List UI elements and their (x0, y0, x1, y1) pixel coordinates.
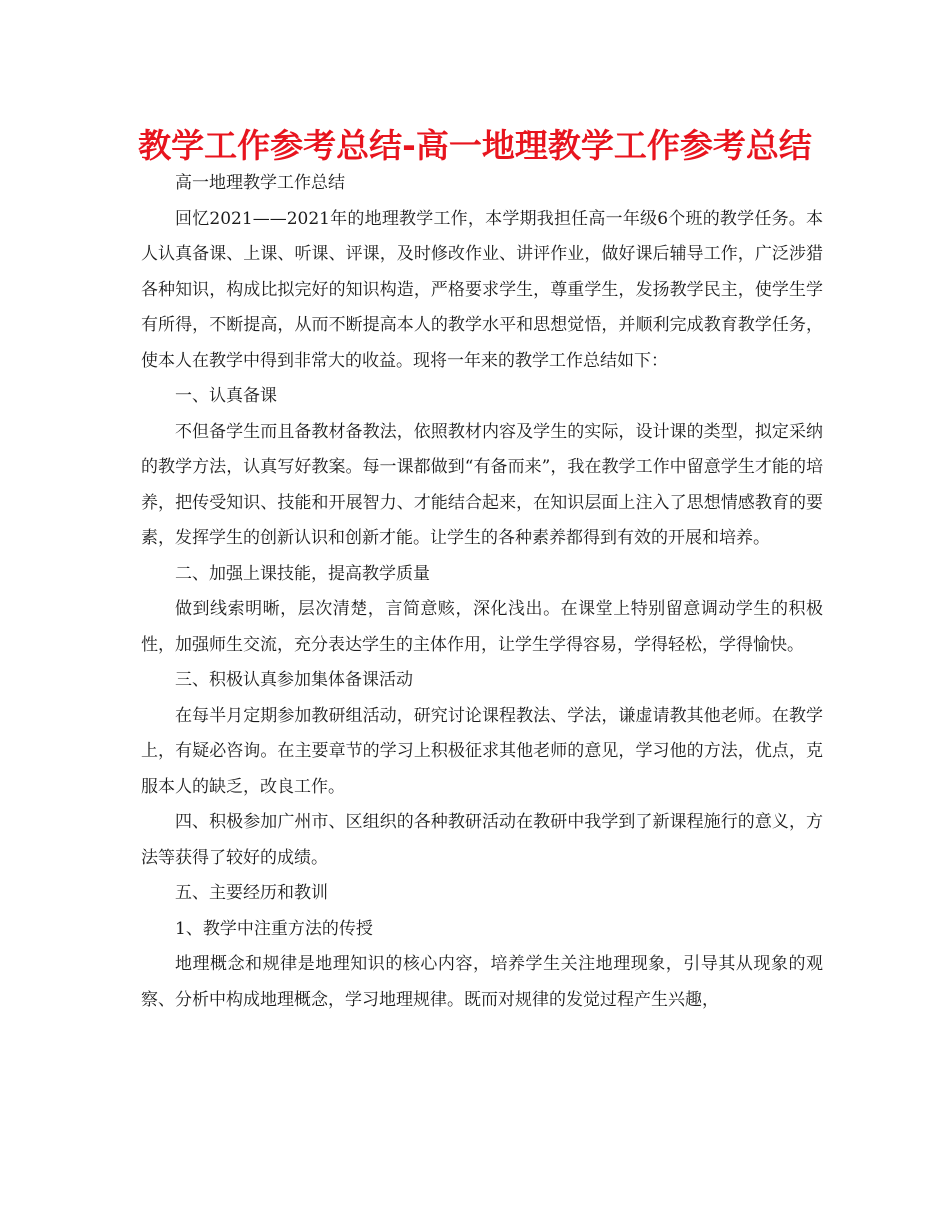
section-paragraph-2: 做到线索明晰，层次清楚，言简意赅，深化浅出。在课堂上特别留意调动学生的积极性，加强师生交流，充分表达学生的主体作用，让学生学得容易，学得轻松，学得愉快。 (141, 599, 823, 655)
subtitle-paragraph: 高一地理教学工作总结 (175, 173, 345, 193)
section-paragraph-3: 在每半月定期参加教研组活动，研究讨论课程教法、学法，谦虚请教其他老师。在教学上，有疑必咨询。在主要章节的学习上积极征求其他老师的意见，学习他的方法，优点，克服本人的缺乏，改良工作。 (141, 705, 823, 797)
section-heading-1: 一、认真备课 (175, 386, 277, 406)
intro-paragraph: 回忆2021——2021年的地理教学工作，本学期我担任高一年级6个班的教学任务。本人认真备课、上课、听课、评课，及时修改作业、讲评作业，做好课后辅导工作，广泛涉猎各种知识，构成比拟完好的知识构造，严格要求学生，尊重学生，发扬教学民主，使学生学有所得，不断提高，从而不断提高本人的教学水平和思想觉悟，并顺利完成教育教学任务，使本人在教学中得到非常大的收益。现将一年来的教学工作总结如下： (141, 208, 823, 371)
section-heading-2: 二、加强上课技能，提高教学质量 (175, 563, 430, 584)
subsection-paragraph-1: 地理概念和规律是地理知识的核心内容，培养学生关注地理现象，引导其从现象的观察、分析中构成地理概念，学习地理规律。既而对规律的发觉过程产生兴趣， (141, 954, 823, 1010)
section-heading-3: 三、积极认真参加集体备课活动 (175, 670, 413, 690)
section-paragraph-1: 不但备学生而且备教材备教法，依照教材内容及学生的实际，设计课的类型，拟定采纳的教学方法，认真写好教案。每一课都做到“有备而来”，我在教学工作中留意学生才能的培养，把传受知识、技能和开展智力、才能结合起来，在知识层面上注入了思想情感教育的要素，发挥学生的创新认识和创新才能。让学生的各种素养都得到有效的开展和培养。 (141, 421, 823, 548)
section-paragraph-4: 四、积极参加广州市、区组织的各种教研活动在教研中我学到了新课程施行的意义，方法等获得了较好的成绩。 (141, 812, 823, 868)
subsection-heading-1: 1、教学中注重方法的传授 (175, 918, 373, 939)
document-body (141, 166, 823, 1018)
document-title: 教学工作参考总结-高一地理教学工作参考总结 (138, 126, 812, 165)
section-heading-5: 五、主要经历和教训 (175, 883, 328, 903)
